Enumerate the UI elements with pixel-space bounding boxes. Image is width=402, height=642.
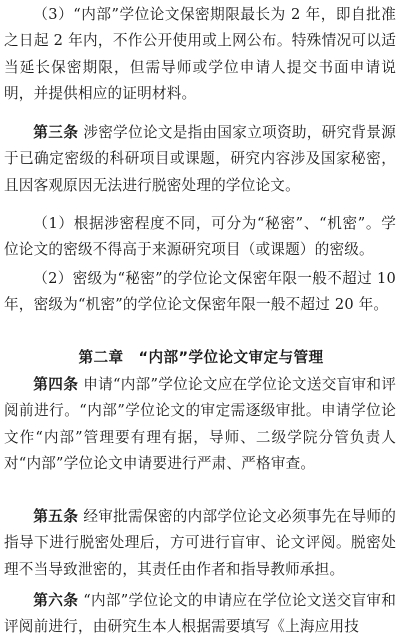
- article-4-text: 申请“内部”学位论文应在学位论文送交盲审和评阅前进行。“内部”学位论文的审定需逐级审批。申请学位论文作“内部”管理要有理有据，导师、二级学院分管负责人对“内部”学位论文申请要进行严肃、严格审查。: [4, 376, 396, 472]
- article-3-label: 第三条: [33, 124, 79, 141]
- item-text: （1）根据涉密程度不同，可分为“秘密”、“机密”。学位论文的密级不得高于来源研究项目（或课题）的密级。: [4, 215, 396, 259]
- paragraph-confidentiality-period: [4, 2, 396, 107]
- article-3-paragraph: [4, 120, 396, 199]
- paragraph-text: （3）“内部”学位论文保密期限最长为 2 年，即自批准之日起 2 年内，不作公开使用或上网公布。特殊情况可以适当延长保密期限，但需导师或学位申请人提交书面申请说明，并提供相应的证明材料。: [4, 6, 396, 102]
- item-text: （2）密级为“秘密”的学位论文保密年限一般不超过 10 年，密级为“机密”的学位论文保密年限一般不超过 20 年。: [4, 270, 396, 314]
- article-4-paragraph: [4, 372, 396, 477]
- article-5-paragraph: [4, 504, 396, 583]
- article-3-item-1: [4, 211, 396, 264]
- article-6-label: 第六条: [33, 592, 79, 609]
- chapter-2-heading: 第二章 “内部”学位论文审定与管理: [78, 349, 324, 366]
- article-5-text: 经审批需保密的内部学位论文必须事先在导师的指导下进行脱密处理后，方可进行盲审、论文评阅。脱密处理不当导致泄密的，其责任由作者和指导教师承担。: [4, 508, 397, 578]
- article-3-item-2: [4, 266, 396, 319]
- article-4-label: 第四条: [33, 376, 79, 393]
- article-5-label: 第五条: [33, 508, 79, 525]
- article-3-text: 涉密学位论文是指由国家立项资助，研究背景源于已确定密级的科研项目或课题，研究内容涉及国家秘密，且因客观原因无法进行脱密处理的学位论文。: [4, 124, 397, 194]
- article-6-paragraph: [4, 588, 396, 641]
- article-6-text: “内部”学位论文的申请应在学位论文送交盲审和评阅前进行，由研究生本人根据需要填写《上海应用技: [4, 592, 396, 636]
